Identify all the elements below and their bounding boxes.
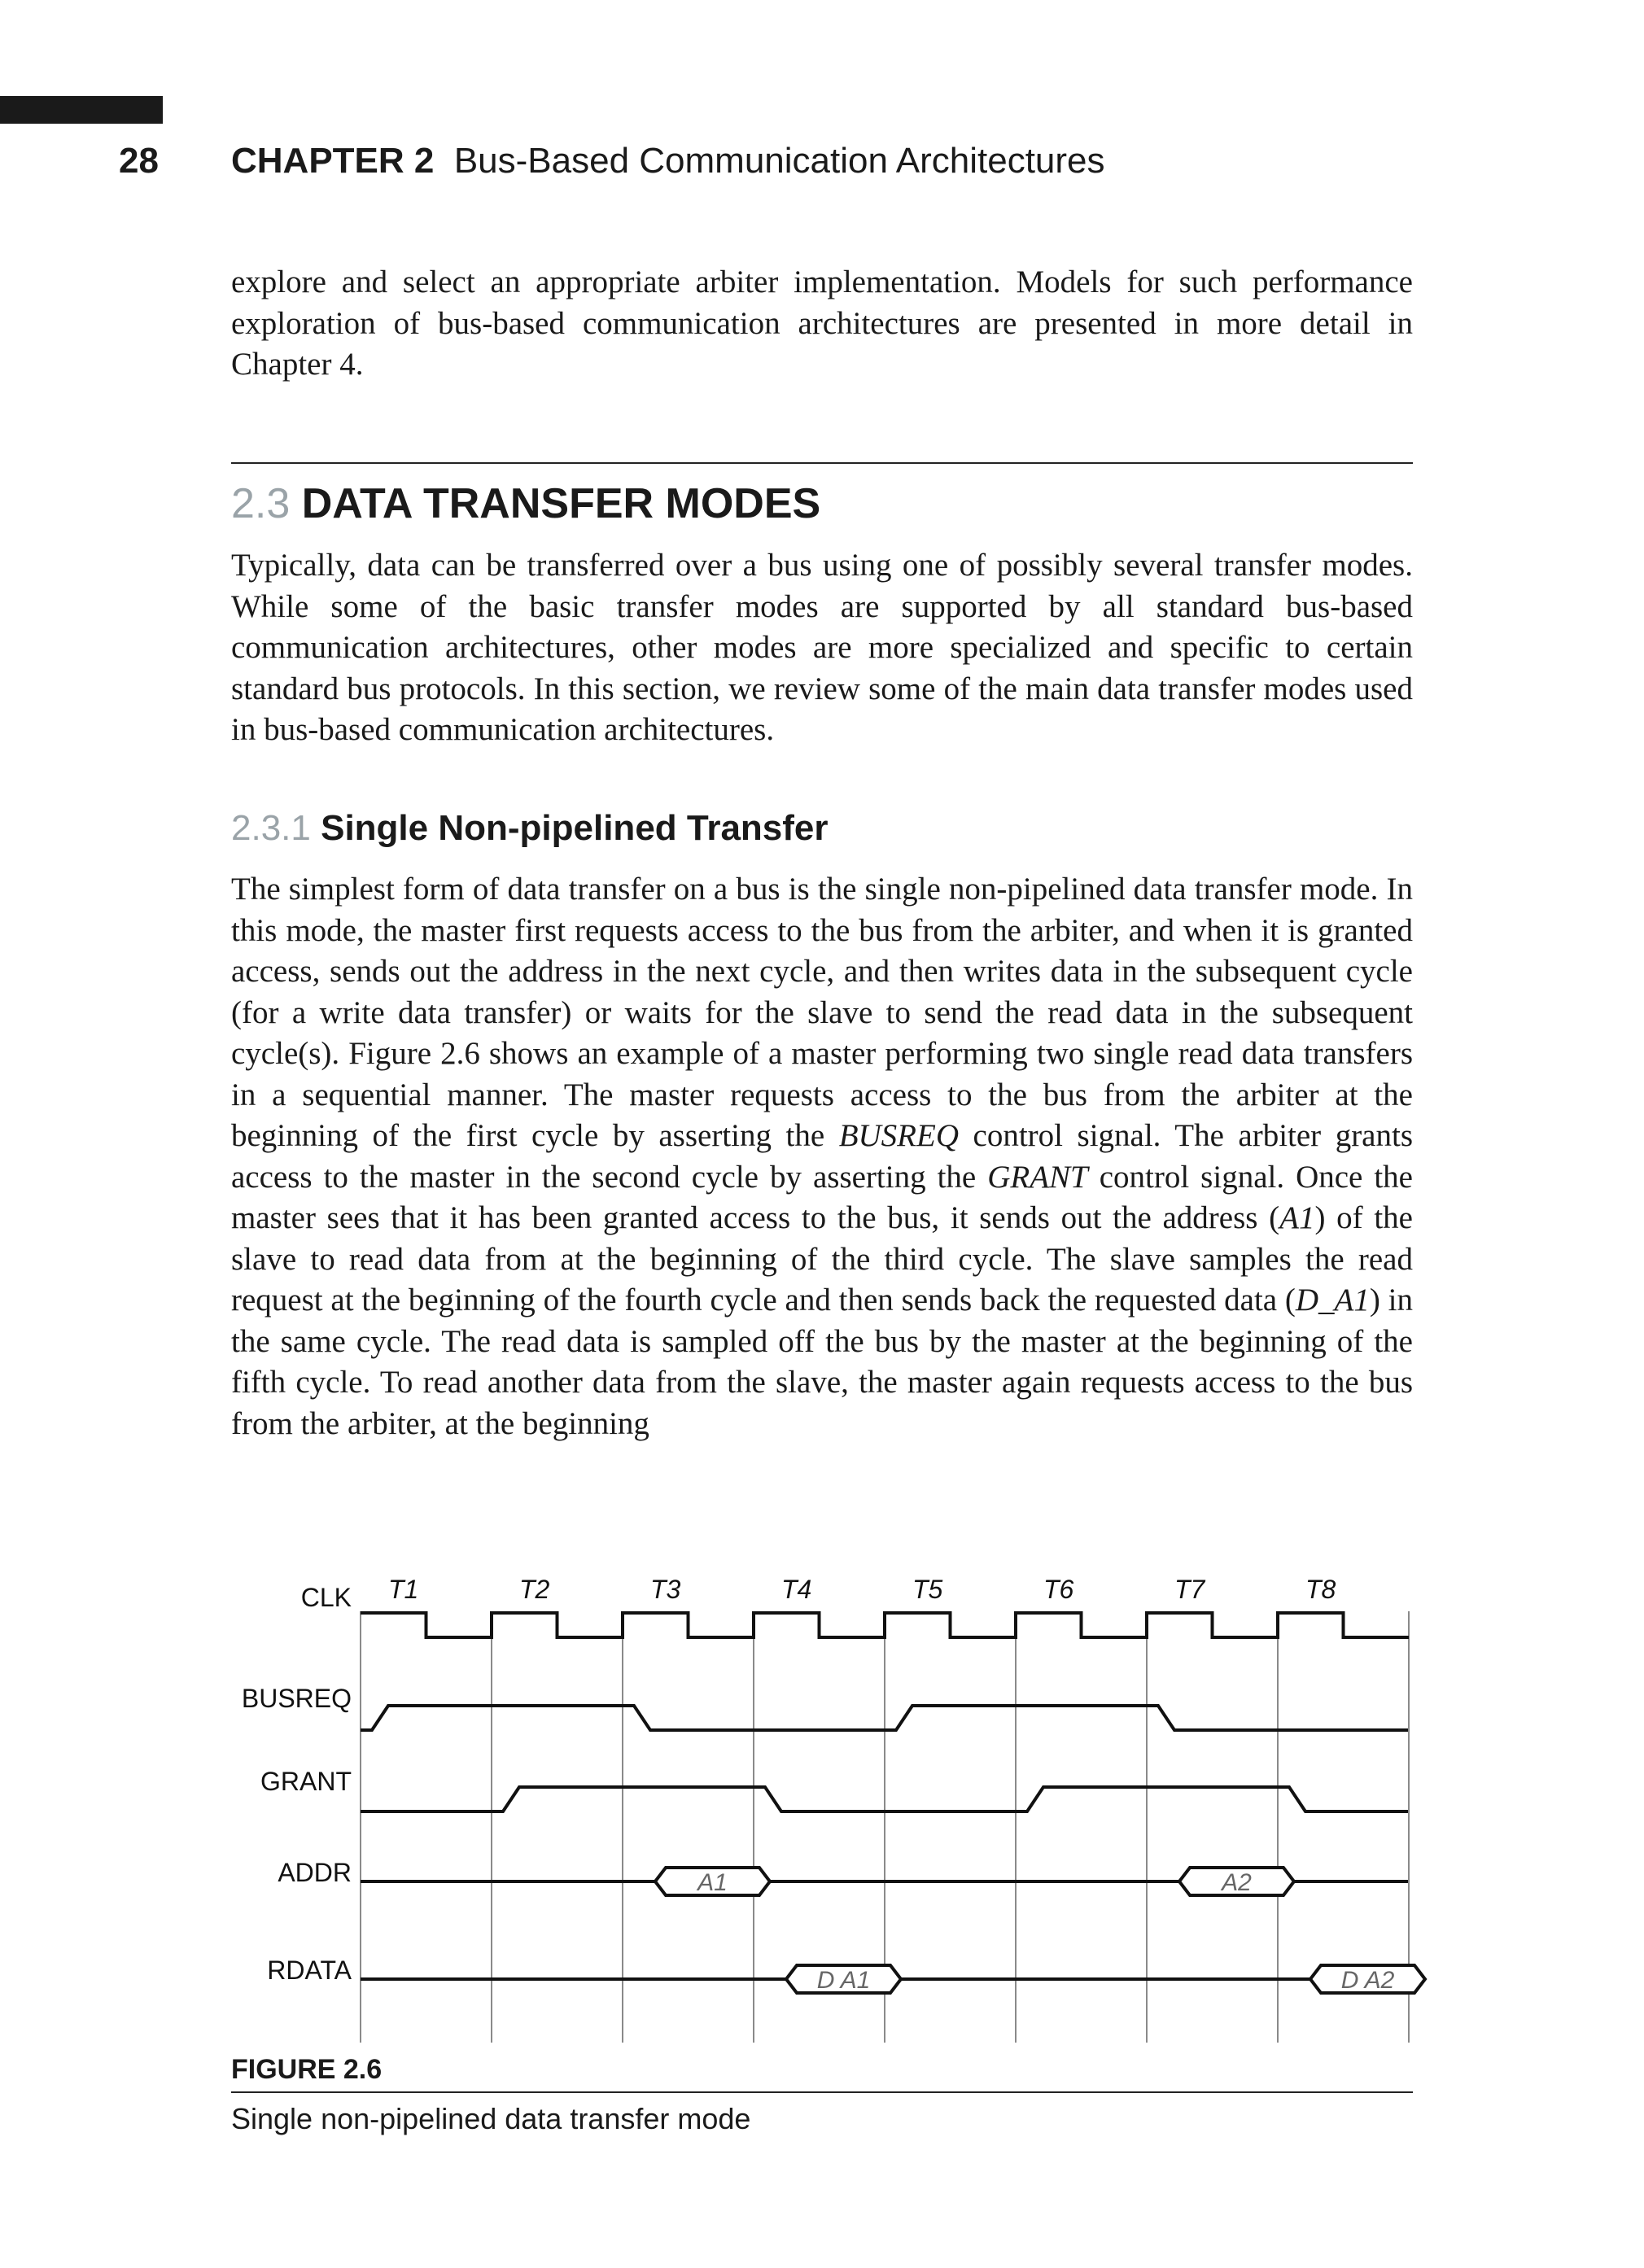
grant-term: GRANT [987, 1159, 1088, 1195]
subsection-paragraph [231, 869, 1413, 1444]
cycle-label: T2 [519, 1575, 550, 1604]
para-text: control signal. The arbiter grants access to the master in the second cycle by asserting the [231, 1118, 1414, 1195]
chapter-title: Bus-Based Communication Architectures [453, 141, 1105, 181]
signal-label: CLK [300, 1583, 352, 1612]
cycle-label: T5 [912, 1575, 943, 1604]
rdata-value: D A1 [816, 1967, 871, 1994]
signal-label: ADDR [278, 1858, 352, 1887]
address-term: A1 [1279, 1200, 1315, 1235]
cycle-label: T4 [781, 1575, 812, 1604]
subsection-heading [231, 806, 829, 851]
para-text: ) of the slave to read data from at the beginning of the third cycle. The slave samples the read request at the beginning of the fourth cycle and then sends back the requested data ( [231, 1200, 1413, 1318]
header-bar [0, 96, 163, 124]
subsection-number: 2.3.1 [231, 808, 311, 848]
chapter-label: CHAPTER 2 [231, 141, 435, 181]
cycle-label: T3 [650, 1575, 681, 1604]
section-title: DATA TRANSFER MODES [301, 480, 821, 527]
cycle-label: T6 [1043, 1575, 1074, 1604]
signal-label: GRANT [260, 1767, 352, 1796]
section-rule [231, 462, 1413, 464]
data-term: D_A1 [1295, 1283, 1370, 1318]
signal-label: BUSREQ [241, 1684, 352, 1713]
addr-value: A1 [697, 1869, 728, 1896]
figure-label: FIGURE 2.6 [231, 2054, 383, 2085]
para-text: The simplest form of data transfer on a bus is the single non-pipelined data transfer mode. In this mode, the master first requests access to the bus from the arbiter, and when it is granted access, sends out the address in the next cycle, and then writes data in the subsequent cycle (for a write data transfer) or waits for the slave to send the read data in the subsequent cycle(s). Figure 2.6 shows an example of a master performing two single read data transfers in a sequential manner. The master requests access to the bus from the arbiter at the beginning of the first cycle by asserting the [231, 872, 1413, 1153]
addr-value: A2 [1222, 1869, 1252, 1896]
cycle-label: T7 [1174, 1575, 1205, 1604]
cycle-label: T8 [1305, 1575, 1336, 1604]
intro-paragraph: explore and select an appropriate arbiter implementation. Models for such performance exploration of bus-based communication architectures are presented in more detail in Chapter 4. [231, 264, 1413, 382]
section-number: 2.3 [231, 480, 291, 527]
section-paragraph: Typically, data can be transferred over a bus using one of possibly several transfer modes. While some of the basic transfer modes are supported by all standard bus-based communication architectures, other modes are more specialized and specific to certain standard bus protocols. In this section, we review some of the main data transfer modes used in bus-based communication architectures. [231, 548, 1413, 747]
para-text: control signal. Once the master sees that it has been granted access to the bus, it sends out the address ( [231, 1159, 1413, 1235]
rdata-value: D A2 [1340, 1967, 1395, 1994]
section-heading [231, 478, 820, 530]
clk-waveform [361, 1613, 1409, 1637]
signal-label: RDATA [267, 1956, 352, 1985]
subsection-title: Single Non-pipelined Transfer [321, 808, 829, 848]
timing-diagram [0, 1546, 1644, 2043]
busreq-term: BUSREQ [838, 1118, 959, 1153]
running-head [231, 137, 1105, 186]
caption-rule [231, 2091, 1413, 2093]
figure-caption: Single non-pipelined data transfer mode [231, 2102, 751, 2135]
cycle-label: T1 [388, 1575, 419, 1604]
page-number: 28 [119, 141, 159, 181]
para-text: ) in the same cycle. The read data is sampled off the bus by the master at the beginning of the fifth cycle. To read another data from the slave, the master again requests access to the bus from the arbiter, at the beginning [231, 1283, 1413, 1441]
